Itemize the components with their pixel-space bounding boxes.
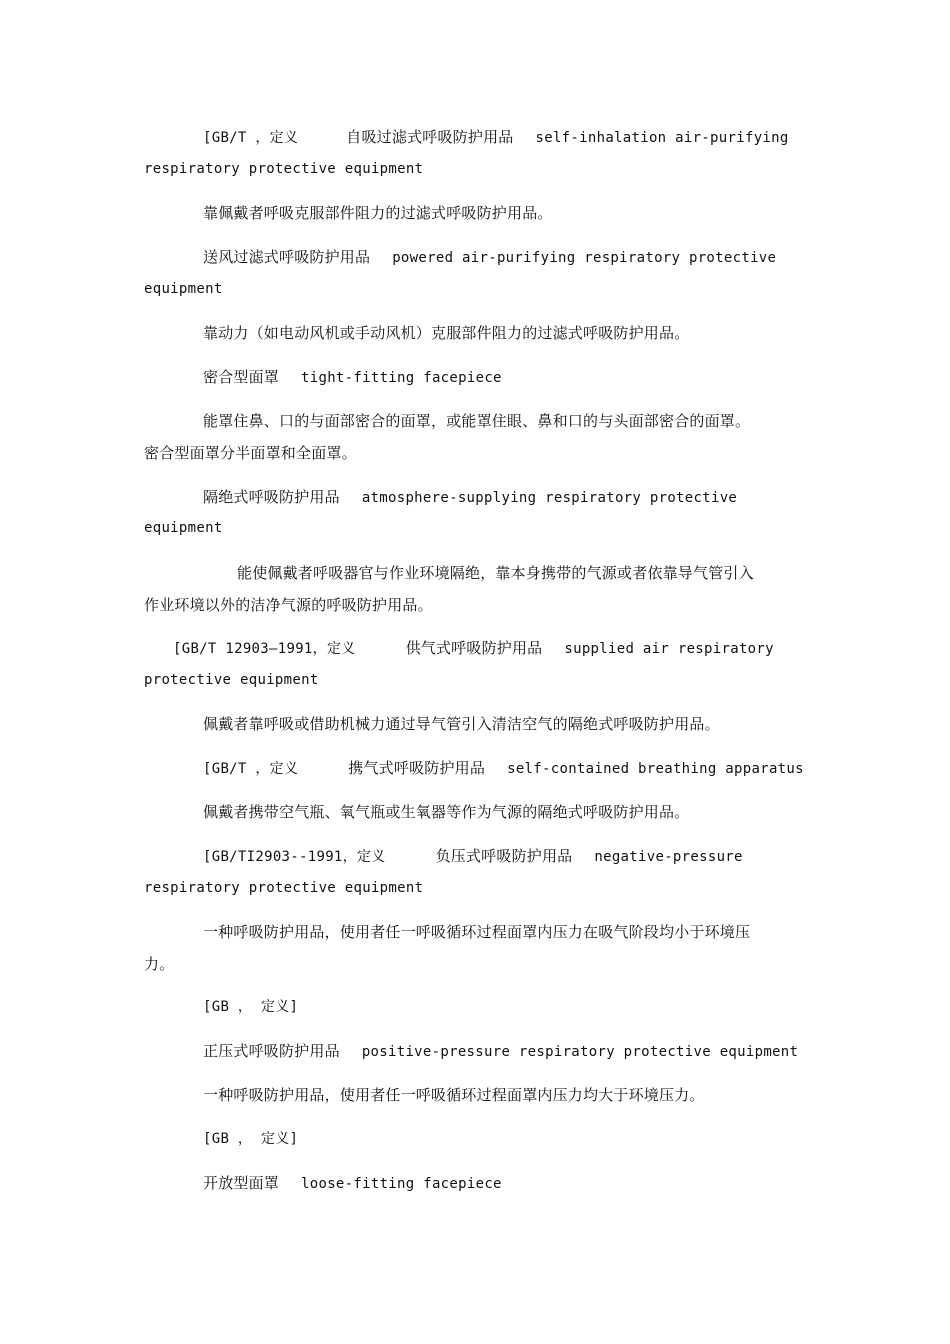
reference-label: [GB/TI2903--1991，定义 [203,849,386,865]
term-english-continued: equipment [144,281,223,297]
reference-label: [GB/T 12903—1991，定义 [173,641,356,657]
term-english: self-contained breathing apparatus [507,761,804,777]
definition-text-continued: 作业环境以外的洁净气源的呼吸防护用品。 [144,596,433,614]
term-chinese: 供气式呼吸防护用品 [405,639,543,657]
entry-negative-pressure [203,846,743,867]
reference-label: [GB ， 定义] [203,1131,299,1147]
term-chinese: 开放型面罩 [203,1174,280,1192]
term-english: positive-pressure respiratory protective equipment [361,1044,799,1060]
term-english: self-inhalation air-purifying [535,130,789,146]
entry-positive-pressure [203,1041,798,1062]
definition-text: 一种呼吸防护用品，使用者任一呼吸循环过程面罩内压力在吸气阶段均小于环境压 [203,923,751,941]
term-english: negative-pressure [594,849,743,865]
definition-text: 能使佩戴者呼吸器官与作业环境隔绝，靠本身携带的气源或者依靠导气管引入 [237,564,754,582]
term-chinese: 密合型面罩 [203,368,280,386]
definition-text-continued: 力。 [144,955,175,973]
reference-label: [GB/T ，定义 [203,761,299,777]
term-chinese: 正压式呼吸防护用品 [203,1042,340,1060]
reference-label: [GB ， 定义] [203,999,299,1015]
entry-self-inhalation [203,127,789,148]
term-english-continued: respiratory protective equipment [144,880,424,896]
term-chinese: 送风过滤式呼吸防护用品 [203,248,371,266]
definition-text: 靠动力（如电动风机或手动风机）克服部件阻力的过滤式呼吸防护用品。 [203,324,690,342]
term-chinese: 自吸过滤式呼吸防护用品 [346,128,514,146]
term-english: atmosphere-supplying respiratory protective [361,490,738,506]
definition-text: 佩戴者携带空气瓶、氧气瓶或生氧器等作为气源的隔绝式呼吸防护用品。 [203,803,690,821]
term-english: supplied air respiratory [564,641,774,657]
definition-text: 佩戴者靠呼吸或借助机械力通过导气管引入清洁空气的隔绝式呼吸防护用品。 [203,715,720,733]
entry-powered-air-purifying [203,247,776,268]
term-chinese: 隔绝式呼吸防护用品 [203,488,340,506]
term-english-continued: protective equipment [144,672,319,688]
definition-text: 靠佩戴者呼吸克服部件阻力的过滤式呼吸防护用品。 [203,204,553,222]
entry-loose-fitting-facepiece [203,1173,502,1194]
entry-tight-fitting-facepiece [203,367,502,388]
term-chinese: 负压式呼吸防护用品 [435,847,573,865]
entry-atmosphere-supplying [203,487,737,508]
definition-text: 能罩住鼻、口的与面部密合的面罩，或能罩住眼、鼻和口的与头面部密合的面罩。 [203,412,751,430]
term-english: loose-fitting facepiece [301,1176,502,1192]
term-english-continued: equipment [144,520,223,536]
term-english-continued: respiratory protective equipment [144,161,424,177]
entry-supplied-air [173,638,774,659]
definition-text: 一种呼吸防护用品，使用者任一呼吸循环过程面罩内压力均大于环境压力。 [203,1086,705,1104]
definition-text-continued: 密合型面罩分半面罩和全面罩。 [144,444,357,462]
term-chinese: 携气式呼吸防护用品 [348,759,486,777]
reference-label: [GB/T ，定义 [203,130,299,146]
term-english: tight-fitting facepiece [301,370,502,386]
term-english: powered air-purifying respiratory protective [392,250,777,266]
entry-self-contained [203,758,804,779]
